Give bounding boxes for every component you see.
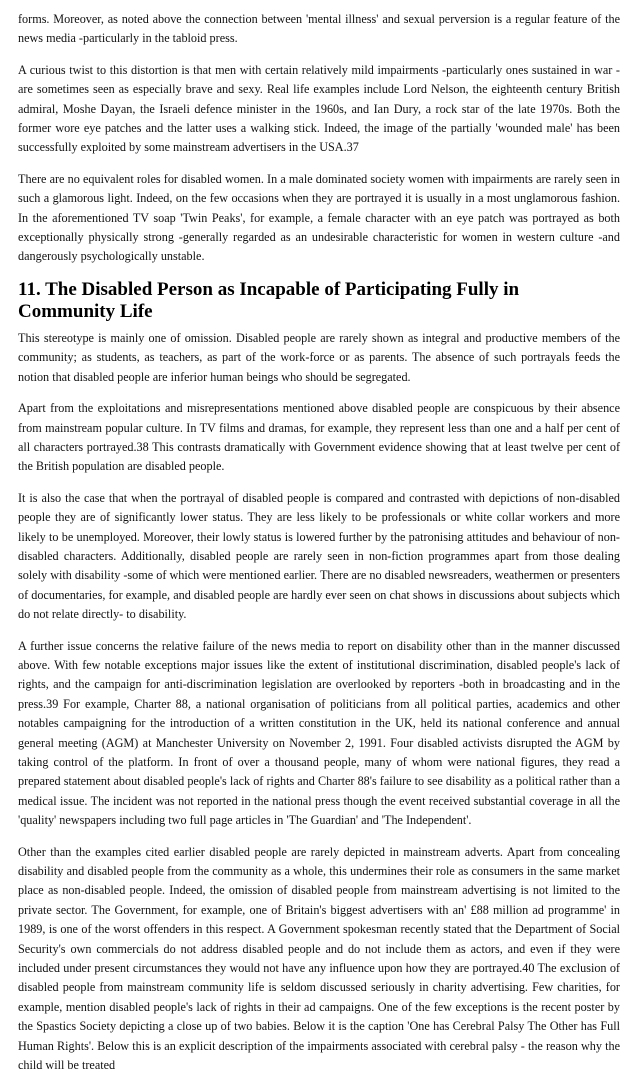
- paragraph-adverts: Other than the examples cited earlier disabled people are rarely depicted in mainstream adverts. Apart from concealing disability and disabled people from the community as a whole, this undermines their role as consumers in the same market place as non-disabled people. Indeed, the omission of disabled people from mainstream advertising is not limited to the private sector. The Government, for example, one of Britain's biggest advertisers with an' £88 million ad programme' in 1989, is one of the worst offenders in this respect. A Government spokesman recently stated that the Department of Social Security's own commercials do not address disabled people and do not include them as actors, and even if they were included under present circumstances they would not have any influence upon how they are portrayed.40 The exclusion of disabled people from mainstream community life is seldom discussed seriously in charity advertising. Few charities, for example, mention disabled people's lack of rights in their ad campaigns. One of the few exceptions is the recent poster by the Spastics Society depicting a close up of two babies. Below it is the caption 'One has Cerebral Palsy The Other has Full Human Rights'. Below this is an explicit description of the impairments associated with cerebral palsy - the reason why the child will be treated: [18, 844, 620, 1073]
- paragraph-disabled-women: There are no equivalent roles for disabled women. In a male dominated society women with impairments are rarely seen in such a glamorous light. Indeed, on the few occasions when they are portrayed it is usually in a most unglamorous fashion. In the aforementioned TV soap 'Twin Peaks', for example, a female character with an eye patch was portrayed as both exceptionally physically strong -generally regarded as an undesirable characteristic for women in western culture -and dangerously psychologically unstable.: [18, 171, 620, 264]
- section-heading: 11. The Disabled Person as Incapable of Participating Fully in Community Life: [18, 278, 520, 322]
- paragraph-forms: forms. Moreover, as noted above the connection between 'mental illness' and sexual perversion is a regular feature of the news media -particularly in the tabloid press.: [18, 12, 620, 46]
- paragraph-curious-twist: A curious twist to this distortion is that men with certain relatively mild impairments -particularly ones sustained in war -are sometimes seen as especially brave and sexy. Real life examples include Lord Nelson, the eighteenth century British admiral, Moshe Dayan, the Israeli defence minister in the 1960s, and Ian Dury, a rock star of the late 1970s. Both the former wore eye patches and the latter uses a walking stick. Indeed, the image of the partially 'wounded male' has been successfully exploited by some mainstream advertisers in the USA.37: [18, 62, 620, 155]
- paragraph-omission: This stereotype is mainly one of omission. Disabled people are rarely shown as integral and productive members of the community; as students, as teachers, as part of the work-force or as parents. The absence of such portrayals feeds the notion that disabled people are inferior human beings who should be segregated.: [18, 330, 620, 384]
- paragraph-lower-status: It is also the case that when the portrayal of disabled people is compared and contrasted with depictions of non-disabled people they are of significantly lower status. They are less likely to be professionals or white collar workers and more likely to be unemployed. Moreover, their lowly status is lowered further by the patronising attitudes and behaviour of non-disabled characters. Additionally, disabled people are rarely seen in non-fiction programmes apart from those dealing solely with disability -some of which were mentioned earlier. There are no disabled newsreaders, weathermen or presenters of documentaries, for example, and disabled people are hardly ever seen on chat shows in discussions about subjects which do not relate directly- to disability.: [18, 490, 620, 622]
- paragraph-news-media: A further issue concerns the relative failure of the news media to report on disability other than in the manner discussed above. With few notable exceptions major issues like the extent of institutional discrimination, disabled people's lack of rights, and the campaign for anti-discrimination legislation are overlooked by reporters -both in broadcasting and in the press.39 For example, Charter 88, a national organisation of politicians from all political parties, academics and other notables campaigning for the introduction of a written constitution in the UK, held its national conference and annual general meeting (AGM) at Manchester University on November 2, 1991. Four disabled activists disrupted the AGM by taking control of the platform. In front of over a thousand people, many of whom were national figures, they read a prepared statement about disabled people's lack of rights and Charter 88's failure to see disability as a political rather than a medical issue. The incident was not reported in the national press though the event received substantial coverage in all the 'quality' newspapers including two full page articles in 'The Guardian' and 'The Independent'.: [18, 638, 620, 828]
- paragraph-absence: Apart from the exploitations and misrepresentations mentioned above disabled people are conspicuous by their absence from mainstream popular culture. In TV films and dramas, for example, they represent less than one and a half per cent of all characters portrayed.38 This contrasts dramatically with Government evidence showing that at least twelve per cent of the British population are disabled people.: [18, 401, 620, 474]
